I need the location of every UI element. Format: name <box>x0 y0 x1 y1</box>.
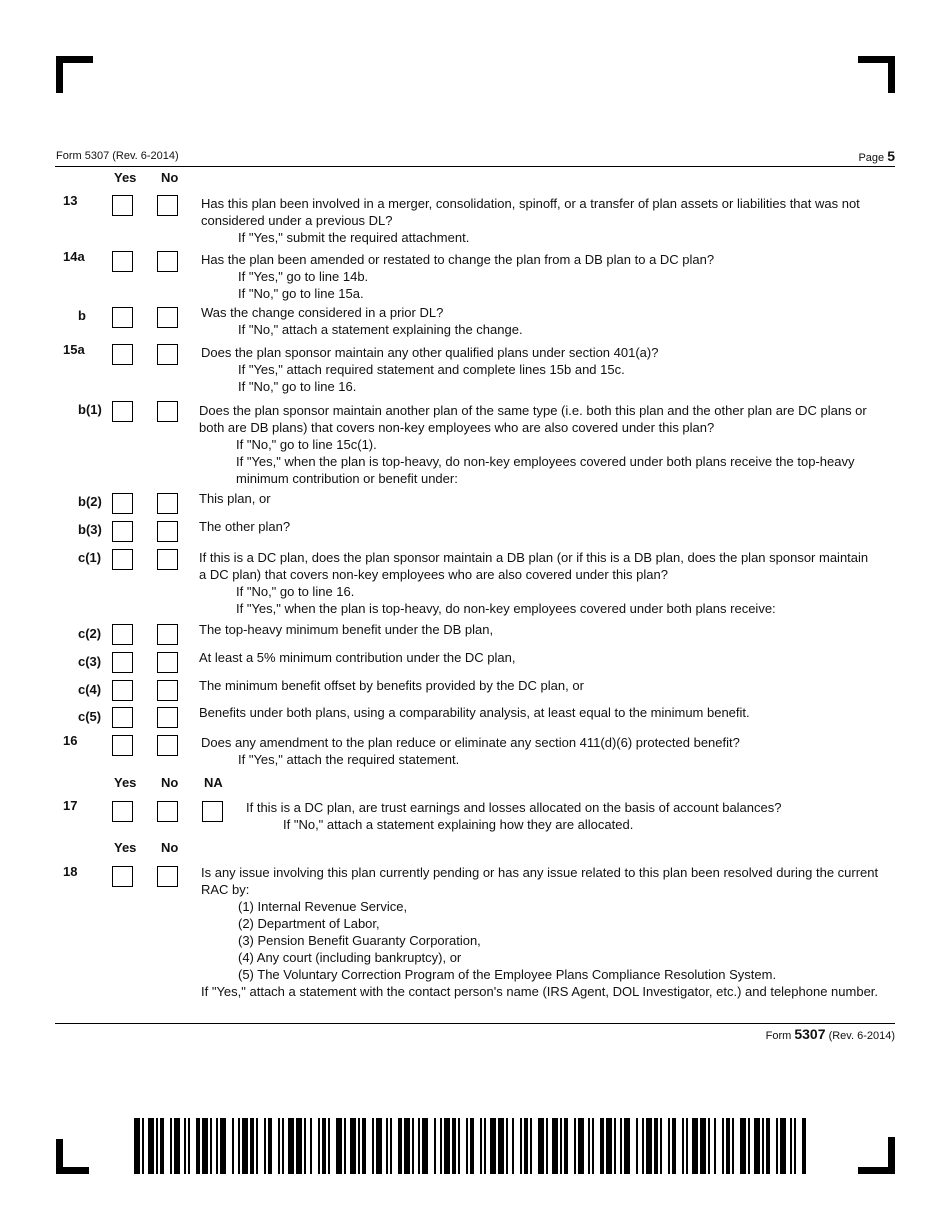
row-label-17: 17 <box>63 798 78 813</box>
barcode-bar <box>574 1118 576 1174</box>
q15c3-yes-checkbox[interactable] <box>112 652 133 673</box>
q18-note: If "Yes," attach a statement with the contact person's name (IRS Agent, DOL Investigator, etc.) and telephone number. <box>201 984 879 999</box>
q15c1-note-yes: If "Yes," when the plan is top-heavy, do non-key employees covered under both plans receive: <box>236 601 776 616</box>
q18-question: Is any issue involving this plan currently pending or has any issue related to this plan been resolved during the current RAC by: <box>201 865 879 897</box>
barcode-bar <box>160 1118 164 1174</box>
barcode-bar <box>480 1118 482 1174</box>
barcode-bar <box>390 1118 392 1174</box>
barcode-bar <box>780 1118 786 1174</box>
barcode-bar <box>624 1118 630 1174</box>
barcode-bar <box>256 1118 258 1174</box>
footer-form-number: 5307 <box>794 1026 826 1042</box>
barcode-bar <box>636 1118 638 1174</box>
q16-text-block <box>201 734 901 768</box>
q15b1-note-no: If "No," go to line 15c(1). <box>236 437 377 452</box>
barcode-bar <box>794 1118 796 1174</box>
barcode-bar <box>264 1118 266 1174</box>
barcode-bar <box>444 1118 450 1174</box>
q17-na-checkbox[interactable] <box>202 801 223 822</box>
barcode-bar <box>170 1118 172 1174</box>
barcode-bar <box>328 1118 330 1174</box>
q14a-text-block <box>201 251 901 302</box>
barcode-bar <box>560 1118 562 1174</box>
row-label-15b2: b(2) <box>78 494 102 509</box>
barcode-bar <box>700 1118 706 1174</box>
row-label-15c1: c(1) <box>78 550 102 565</box>
barcode-bar <box>440 1118 442 1174</box>
barcode-bar <box>722 1118 724 1174</box>
barcode-bar <box>452 1118 456 1174</box>
barcode-bar <box>296 1118 302 1174</box>
q15c5-no-checkbox[interactable] <box>157 707 178 728</box>
barcode-bar <box>592 1118 594 1174</box>
q15b3-yes-checkbox[interactable] <box>112 521 133 542</box>
col-yes-header-q18: Yes <box>114 840 137 855</box>
barcode-bar <box>790 1118 792 1174</box>
barcode-bar <box>202 1118 208 1174</box>
q15c5-yes-checkbox[interactable] <box>112 707 133 728</box>
q14b-question: Was the change considered in a prior DL? <box>201 305 444 320</box>
q15c2-no-checkbox[interactable] <box>157 624 178 645</box>
q16-note: If "Yes," attach the required statement. <box>238 752 460 767</box>
form-footer <box>766 1026 895 1042</box>
barcode-bar <box>350 1118 356 1174</box>
barcode-bar <box>520 1118 522 1174</box>
q15b2-question: This plan, or <box>199 491 271 506</box>
barcode-bar <box>646 1118 652 1174</box>
barcode-bar <box>748 1118 750 1174</box>
q14a-note-yes: If "Yes," go to line 14b. <box>238 269 369 284</box>
row-label-15a: 15a <box>63 342 85 357</box>
row-label-13: 13 <box>63 193 78 208</box>
barcode-bar <box>250 1118 254 1174</box>
barcode-bar <box>434 1118 436 1174</box>
q17-note: If "No," attach a statement explaining how they are allocated. <box>283 817 634 832</box>
barcode-bar <box>642 1118 644 1174</box>
barcode-bar <box>184 1118 186 1174</box>
barcode-bar <box>620 1118 622 1174</box>
barcode-bar <box>498 1118 504 1174</box>
barcode-bar <box>660 1118 662 1174</box>
barcode-bar <box>682 1118 684 1174</box>
header-rule <box>55 166 895 167</box>
barcode-bar <box>668 1118 670 1174</box>
barcode-bar <box>530 1118 532 1174</box>
q15a-text-block <box>201 344 901 395</box>
barcode-bar <box>156 1118 158 1174</box>
barcode-bar <box>304 1118 306 1174</box>
barcode-bar <box>322 1118 326 1174</box>
q18-item: (4) Any court (including bankruptcy), or <box>238 950 462 965</box>
row-label-14a: 14a <box>63 249 85 264</box>
page-number: 5 <box>887 148 895 164</box>
barcode-bar <box>278 1118 280 1174</box>
barcode-bar <box>692 1118 698 1174</box>
col-yes-header: Yes <box>114 170 137 185</box>
q15b2-no-checkbox[interactable] <box>157 493 178 514</box>
barcode-bar <box>458 1118 460 1174</box>
q14b-no-checkbox[interactable] <box>157 307 178 328</box>
q14b-yes-checkbox[interactable] <box>112 307 133 328</box>
q15a-no-checkbox[interactable] <box>157 344 178 365</box>
q18-no-checkbox[interactable] <box>157 866 178 887</box>
barcode-bar <box>188 1118 190 1174</box>
page-indicator <box>858 148 895 164</box>
barcode-bar <box>552 1118 558 1174</box>
q15a-note-yes: If "Yes," attach required statement and complete lines 15b and 15c. <box>238 362 625 377</box>
barcode-bar <box>210 1118 212 1174</box>
q15c1-note-no: If "No," go to line 16. <box>236 584 355 599</box>
q15c3-question: At least a 5% minimum contribution under the DC plan, <box>199 650 516 665</box>
barcode-bar <box>686 1118 688 1174</box>
barcode-bar <box>802 1118 806 1174</box>
q15c2-question: The top-heavy minimum benefit under the DB plan, <box>199 622 494 637</box>
corner-mark-top-right-v <box>888 56 895 93</box>
q16-question: Does any amendment to the plan reduce or eliminate any section 411(d)(6) protected benefit? <box>201 735 740 750</box>
barcode-bar <box>288 1118 294 1174</box>
page-label: Page <box>858 152 885 164</box>
barcode-bar <box>614 1118 616 1174</box>
q15c1-question: If this is a DC plan, does the plan sponsor maintain a DB plan (or if this is a DB plan, does the plan sponsor maintain a DC plan) that covers non-key employees who are also covered under this plan? <box>199 550 869 582</box>
row-label-15c4: c(4) <box>78 682 102 697</box>
q14a-question: Has the plan been amended or restated to change the plan from a DB plan to a DC plan? <box>201 252 715 267</box>
q18-item: (3) Pension Benefit Guaranty Corporation, <box>238 933 481 948</box>
barcode-bar <box>672 1118 676 1174</box>
q14b-text-block <box>201 304 901 338</box>
q16-no-checkbox[interactable] <box>157 735 178 756</box>
barcode-bar <box>196 1118 200 1174</box>
q15c4-question: The minimum benefit offset by benefits provided by the DC plan, or <box>199 678 584 693</box>
barcode-bar <box>546 1118 548 1174</box>
barcode-bar <box>740 1118 746 1174</box>
col-yes-header-q17: Yes <box>114 775 137 790</box>
barcode-bar <box>484 1118 486 1174</box>
q13-no-checkbox[interactable] <box>157 195 178 216</box>
q15b3-question: The other plan? <box>199 519 291 534</box>
barcode-bar <box>358 1118 360 1174</box>
q15c3-no-checkbox[interactable] <box>157 652 178 673</box>
q15c4-yes-checkbox[interactable] <box>112 680 133 701</box>
barcode-bar <box>762 1118 764 1174</box>
barcode-bar <box>726 1118 730 1174</box>
q17-text-block <box>246 799 886 833</box>
barcode-bar <box>412 1118 414 1174</box>
q14b-note: If "No," attach a statement explaining the change. <box>238 322 523 337</box>
col-no-header-q18: No <box>161 840 179 855</box>
q15b3-no-checkbox[interactable] <box>157 521 178 542</box>
q18-item: (2) Department of Labor, <box>238 916 380 931</box>
row-label-15b3: b(3) <box>78 522 102 537</box>
barcode-bar <box>512 1118 514 1174</box>
q14a-yes-checkbox[interactable] <box>112 251 133 272</box>
footer-prefix: Form <box>765 1030 792 1042</box>
q13-note: If "Yes," submit the required attachment. <box>238 230 470 245</box>
barcode-bar <box>310 1118 312 1174</box>
barcode-bar <box>174 1118 180 1174</box>
row-label-15c5: c(5) <box>78 709 102 724</box>
row-label-18: 18 <box>63 864 78 879</box>
q15b1-question: Does the plan sponsor maintain another plan of the same type (i.e. both this plan and the other plan are DC plans or both are DB plans) that covers non-key employees who are also covered under this plan? <box>199 403 867 435</box>
barcode-bar <box>776 1118 778 1174</box>
barcode-bar <box>134 1118 140 1174</box>
barcode-bar <box>142 1118 144 1174</box>
barcode-bar <box>708 1118 710 1174</box>
q15b1-text-block <box>199 402 869 487</box>
q15b1-no-checkbox[interactable] <box>157 401 178 422</box>
barcode-bar <box>386 1118 388 1174</box>
barcode-bar <box>524 1118 528 1174</box>
q18-text-block <box>201 864 896 1000</box>
col-no-header: No <box>161 170 179 185</box>
barcode-bar <box>506 1118 508 1174</box>
row-label-15b1: b(1) <box>78 402 102 417</box>
q18-yes-checkbox[interactable] <box>112 866 133 887</box>
row-label-14b: b <box>78 308 86 323</box>
footer-rule <box>55 1023 895 1024</box>
q15c5-question: Benefits under both plans, using a comparability analysis, at least equal to the minimum benefit. <box>199 705 750 720</box>
q17-no-checkbox[interactable] <box>157 801 178 822</box>
barcode-bar <box>216 1118 218 1174</box>
barcode-bar <box>418 1118 420 1174</box>
q13-question: Has this plan been involved in a merger, consolidation, spinoff, or a transfer of plan assets or liabilities that was not considered under a previous DL? <box>201 196 860 228</box>
q14a-no-checkbox[interactable] <box>157 251 178 272</box>
barcode-bar <box>220 1118 226 1174</box>
barcode-bar <box>318 1118 320 1174</box>
q15b1-yes-checkbox[interactable] <box>112 401 133 422</box>
q15a-note-no: If "No," go to line 16. <box>238 379 357 394</box>
q18-item: (1) Internal Revenue Service, <box>238 899 408 914</box>
barcode-bar <box>362 1118 366 1174</box>
barcode-bar <box>148 1118 154 1174</box>
q15c1-yes-checkbox[interactable] <box>112 549 133 570</box>
barcode-bar <box>578 1118 584 1174</box>
q16-yes-checkbox[interactable] <box>112 735 133 756</box>
barcode-bar <box>372 1118 374 1174</box>
barcode-bar <box>232 1118 234 1174</box>
barcode-bar <box>490 1118 496 1174</box>
q13-yes-checkbox[interactable] <box>112 195 133 216</box>
q15c1-text-block <box>199 549 869 617</box>
barcode-bar <box>404 1118 410 1174</box>
corner-mark-top-left-v <box>56 56 63 93</box>
barcode-bar <box>344 1118 346 1174</box>
q17-yes-checkbox[interactable] <box>112 801 133 822</box>
barcode-bar <box>654 1118 658 1174</box>
barcode-bar <box>242 1118 248 1174</box>
q13-text-block <box>201 195 897 246</box>
barcode-bar <box>376 1118 382 1174</box>
barcode-bar <box>564 1118 568 1174</box>
footer-revision: (Rev. 6-2014) <box>828 1030 895 1042</box>
barcode-bar <box>282 1118 284 1174</box>
barcode-bar <box>732 1118 734 1174</box>
barcode-bar <box>754 1118 760 1174</box>
q15a-question: Does the plan sponsor maintain any other qualified plans under section 401(a)? <box>201 345 659 360</box>
barcode-bar <box>606 1118 612 1174</box>
q15b2-yes-checkbox[interactable] <box>112 493 133 514</box>
barcode-bar <box>588 1118 590 1174</box>
q14a-note-no: If "No," go to line 15a. <box>238 286 364 301</box>
barcode-bar <box>766 1118 770 1174</box>
corner-mark-bottom-left-h <box>56 1167 89 1174</box>
corner-mark-bottom-right-h <box>858 1167 895 1174</box>
q15c2-yes-checkbox[interactable] <box>112 624 133 645</box>
barcode-bar <box>714 1118 716 1174</box>
barcode-bar <box>268 1118 272 1174</box>
q17-question: If this is a DC plan, are trust earnings and losses allocated on the basis of account balances? <box>246 800 782 815</box>
barcode-bar <box>238 1118 240 1174</box>
barcode <box>134 1118 806 1174</box>
q15b1-note-yes: If "Yes," when the plan is top-heavy, do non-key employees covered under both plans receive the top-heavy minimum contribution or benefit under: <box>236 454 855 486</box>
q15c4-no-checkbox[interactable] <box>157 680 178 701</box>
q15a-yes-checkbox[interactable] <box>112 344 133 365</box>
barcode-bar <box>600 1118 604 1174</box>
row-label-15c3: c(3) <box>78 654 102 669</box>
barcode-bar <box>336 1118 342 1174</box>
form-id-header: Form 5307 (Rev. 6-2014) <box>56 150 179 162</box>
col-no-header-q17: No <box>161 775 179 790</box>
barcode-bar <box>398 1118 402 1174</box>
row-label-16: 16 <box>63 733 78 748</box>
col-na-header-q17: NA <box>204 775 223 790</box>
row-label-15c2: c(2) <box>78 626 102 641</box>
barcode-bar <box>422 1118 428 1174</box>
barcode-bar <box>466 1118 468 1174</box>
q18-item: (5) The Voluntary Correction Program of the Employee Plans Compliance Resolution System. <box>238 967 777 982</box>
barcode-bar <box>538 1118 544 1174</box>
barcode-bar <box>470 1118 474 1174</box>
q15c1-no-checkbox[interactable] <box>157 549 178 570</box>
